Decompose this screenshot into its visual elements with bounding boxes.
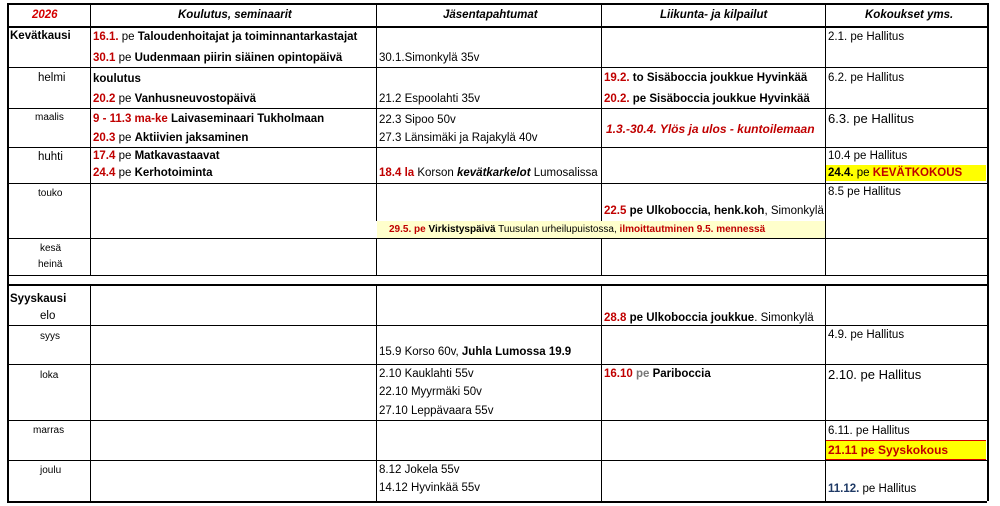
event-day: pe [853, 167, 873, 179]
month-label-syyskausi: Syyskausi [10, 293, 67, 305]
grid-line [90, 3, 91, 275]
grid-line [7, 325, 987, 326]
grid-line [7, 183, 987, 184]
grid-line [7, 501, 987, 503]
jasen-event: 21.2 Espoolahti 35v [379, 93, 481, 105]
event-deadline: ilmoittautminen 9.5. mennessä [619, 224, 766, 235]
month-label-huhti: huhti [38, 151, 63, 163]
grid-line [601, 284, 602, 501]
event-title: pe Ulkoboccia, henk.koh [626, 205, 765, 217]
jasen-event: 2.10 Kauklahti 55v [379, 368, 474, 380]
jasen-event: 22.10 Myyrmäki 50v [379, 386, 482, 398]
grid-line [7, 460, 987, 461]
column-header-koulutus: Koulutus, seminaarit [178, 9, 292, 21]
month-label-elo: elo [40, 310, 56, 322]
kokous-event [828, 166, 962, 180]
kokous-event: 10.4 pe Hallitus [828, 150, 908, 162]
event-title: kevätkarkelot [457, 167, 531, 179]
koulutus-event: koulutus [93, 73, 141, 85]
event-title: Matkavastaavat [134, 150, 220, 162]
liikunta-event [604, 311, 814, 325]
grid-line [7, 275, 987, 276]
kokous-event [828, 482, 916, 496]
event-date: 18.4 la [379, 167, 415, 179]
event-date: 20.2 [93, 93, 116, 105]
event-day: pe [118, 31, 138, 43]
event-date: 9 - 11.3 ma-ke [93, 113, 168, 125]
grid-line [7, 26, 987, 28]
month-label-touko: touko [38, 188, 63, 199]
event-title: pe Sisäboccia joukkue Hyvinkää [629, 93, 810, 105]
kokous-event: 2.1. pe Hallitus [828, 31, 905, 43]
grid-line [825, 3, 826, 275]
jasen-event: 27.10 Leppävaara 55v [379, 405, 494, 417]
event-title: Kerhotoiminta [134, 167, 213, 179]
grid-line [7, 238, 987, 239]
grid-line [7, 67, 987, 68]
year-label: 2026 [32, 9, 58, 21]
kokous-event: 6.3. pe Hallitus [828, 111, 914, 126]
event-day: pe [115, 150, 135, 162]
event-title: Juhla Lumossa 19.9 [461, 346, 572, 358]
jasen-event [389, 223, 765, 237]
event-date: 20.2. [604, 93, 630, 105]
kokous-event: 6.2. pe Hallitus [828, 72, 905, 84]
event-day: pe [632, 368, 653, 380]
column-header-liikunta: Liikunta- ja kilpailut [660, 9, 768, 21]
grid-line [90, 284, 91, 501]
koulutus-event [93, 92, 256, 106]
event-text: Lumosalissa [530, 167, 598, 179]
month-label-kevatkausi: Kevätkausi [10, 30, 71, 42]
event-date: 16.10 [604, 368, 633, 380]
jasen-event: 27.3 Länsimäki ja Rajakylä 40v [379, 132, 538, 144]
kokous-event: 21.11 pe Syyskokous [828, 443, 949, 457]
event-title: to Sisäboccia joukkue Hyvinkää [629, 72, 808, 84]
event-date: 19.2. [604, 72, 630, 84]
month-label-marras: marras [33, 425, 65, 436]
month-label-joulu: joulu [40, 465, 62, 476]
event-title: Laivaseminaari Tukholmaan [167, 113, 325, 125]
liikunta-event [604, 367, 711, 381]
grid-line [7, 3, 9, 501]
event-date: 29.5. pe [389, 224, 426, 235]
event-title: Pariboccia [652, 368, 711, 380]
grid-line [7, 420, 987, 421]
event-title: Vanhusneuvostopäivä [134, 93, 257, 105]
kokous-event: 6.11. pe Hallitus [828, 425, 910, 437]
event-title: KEVÄTKOKOUS [872, 167, 963, 179]
month-label-syys: syys [40, 331, 60, 342]
grid-line [7, 364, 987, 365]
jasen-event [379, 345, 571, 359]
event-text: . Simonkylä [754, 312, 814, 324]
jasen-event: 30.1.Simonkylä 35v [379, 52, 480, 64]
month-label-kesa: kesä [40, 243, 62, 254]
month-label-loka: loka [40, 370, 59, 381]
event-day: pe [115, 93, 135, 105]
koulutus-event [93, 51, 342, 65]
koulutus-event [93, 149, 220, 163]
event-date: 28.8 [604, 312, 627, 324]
event-day: pe [115, 132, 135, 144]
event-date: 30.1 [93, 52, 116, 64]
kokous-event: 2.10. pe Hallitus [828, 367, 922, 382]
month-label-heina: heinä [38, 259, 63, 270]
grid-line [376, 3, 377, 221]
kokous-event: 8.5 pe Hallitus [828, 186, 901, 198]
event-title: Virkistyspäivä [425, 224, 496, 235]
grid-line [7, 3, 987, 5]
event-title: pe Ulkoboccia joukkue [626, 312, 755, 324]
grid-line [7, 108, 987, 109]
liikunta-event [604, 204, 824, 218]
koulutus-event [93, 131, 248, 145]
jasen-event: 14.12 Hyvinkää 55v [379, 482, 481, 494]
event-date: 24.4 [93, 167, 116, 179]
event-text: Korson [414, 167, 457, 179]
event-title: pe Hallitus [859, 483, 917, 495]
event-date: 22.5 [604, 205, 627, 217]
jasen-event [379, 166, 598, 180]
grid-line [825, 284, 826, 501]
event-text: 15.9 Korso 60v, [379, 346, 462, 358]
event-title: Uudenmaan piirin siäinen opintopäivä [134, 52, 343, 64]
liikunta-event [604, 71, 807, 85]
jasen-event: 22.3 Sipoo 50v [379, 114, 456, 126]
event-date: 16.1. [93, 31, 119, 43]
event-text: Tuusulan urheilupuistossa, [495, 224, 620, 235]
event-date: 17.4 [93, 150, 116, 162]
month-label-maalis: maalis [35, 112, 64, 123]
event-day: pe [115, 167, 135, 179]
grid-line [601, 238, 602, 275]
event-date: 24.4. [828, 167, 854, 179]
event-text: , Simonkylä [764, 205, 824, 217]
grid-line [376, 284, 377, 501]
grid-line [7, 284, 987, 286]
column-header-kokoukset: Kokoukset yms. [865, 9, 954, 21]
grid-line [376, 238, 377, 275]
koulutus-event [93, 30, 357, 44]
event-date: 20.3 [93, 132, 116, 144]
month-label-helmi: helmi [38, 72, 66, 84]
liikunta-campaign: 1.3.-30.4. Ylös ja ulos - kuntoilemaan [606, 122, 815, 136]
grid-line [601, 3, 602, 221]
kokous-event: 4.9. pe Hallitus [828, 329, 905, 341]
event-date: 11.12. [828, 483, 860, 495]
event-title: Aktiivien jaksaminen [134, 132, 249, 144]
grid-line [7, 147, 987, 148]
liikunta-event [604, 92, 810, 106]
koulutus-event [93, 166, 213, 180]
event-day: pe [115, 52, 135, 64]
column-header-jasentapahtumat: Jäsentapahtumat [443, 9, 538, 21]
event-title: Taloudenhoitajat ja toiminnantarkastajat [137, 31, 358, 43]
koulutus-event [93, 112, 324, 126]
grid-line [987, 3, 989, 501]
jasen-event: 8.12 Jokela 55v [379, 464, 460, 476]
